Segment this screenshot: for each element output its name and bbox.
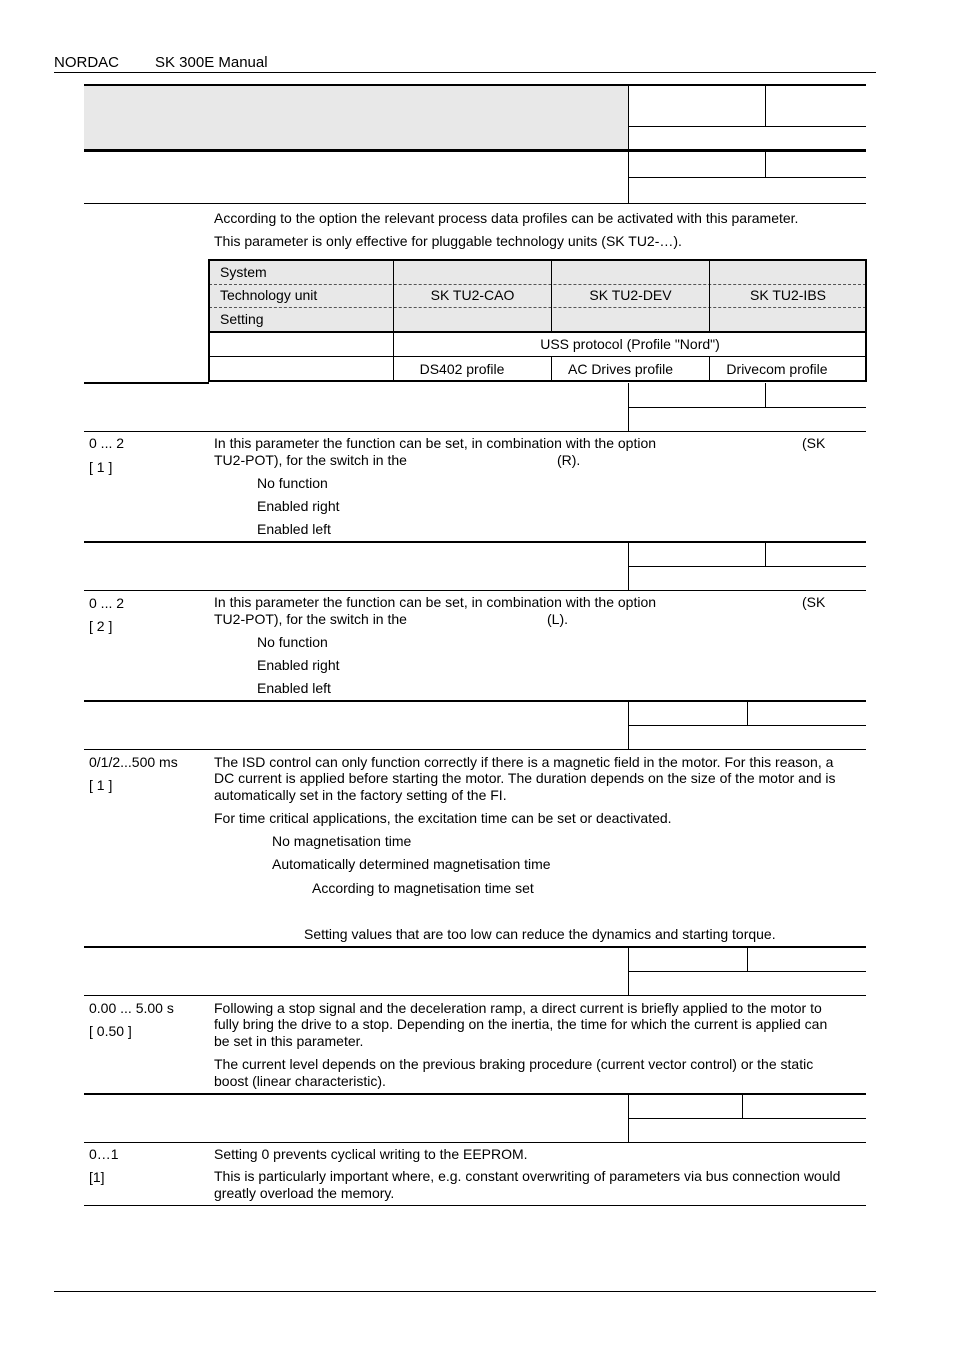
- dc-braking-range: 0.00 ... 5.00 s: [89, 1000, 174, 1016]
- table-uss-row: USS protocol (Profile "Nord"): [540, 336, 720, 352]
- switch-right-desc-2: TU2-POT), for the switch in the: [214, 452, 407, 468]
- dc-braking-desc-4: The current level depends on the previous braking procedure (current vector control) or the static: [214, 1056, 814, 1072]
- magnetisation-default: [ 1 ]: [89, 777, 113, 793]
- magnetisation-range: 0/1/2...500 ms: [89, 754, 178, 770]
- switch-left-desc-1-end: (SK: [802, 594, 826, 610]
- dc-braking-desc-2: fully bring the drive to a stop. Depending on the inertia, the time for which the current is applied can: [214, 1016, 828, 1032]
- eeprom-desc-2: greatly overload the memory.: [214, 1185, 395, 1201]
- switch-right-range: 0 ... 2: [89, 435, 125, 451]
- eeprom-range: 0…1: [89, 1146, 119, 1162]
- switch-left-desc-2: TU2-POT), for the switch in the: [214, 611, 407, 627]
- table-row-label-system: System: [220, 264, 267, 280]
- magnetisation-desc-1: The ISD control can only function correctly if there is a magnetic field in the motor. For this reason, a: [214, 754, 834, 770]
- magnetisation-option-0: No magnetisation time: [272, 833, 412, 849]
- param-header-grey: [84, 85, 628, 149]
- magnetisation-time-critical: For time critical applications, the excitation time can be set or deactivated.: [214, 810, 672, 826]
- switch-left-range: 0 ... 2: [89, 595, 125, 611]
- switch-left-desc-2-end: (L).: [547, 611, 568, 627]
- switch-right-option-1: Enabled right: [257, 498, 340, 514]
- magnetisation-desc-2: DC current is applied before starting the motor. The duration depends on the size of the motor and is: [214, 770, 836, 786]
- switch-left-option-0: No function: [257, 634, 328, 650]
- table-profile-drivecom: Drivecom profile: [726, 361, 828, 377]
- eeprom-desc-1: This is particularly important where, e.g. constant overwriting of parameters via bus connection would: [214, 1168, 841, 1184]
- table-col-dev: SK TU2-DEV: [589, 287, 672, 303]
- magnetisation-desc-3: automatically set in the factory setting of the FI.: [214, 787, 507, 803]
- table-row-label-technology-unit: Technology unit: [220, 287, 318, 303]
- dc-braking-desc-3: be set in this parameter.: [214, 1033, 364, 1049]
- switch-left-option-2: Enabled left: [257, 680, 331, 696]
- magnetisation-option-2: According to magnetisation time set: [312, 880, 534, 896]
- switch-left-desc-1: In this parameter the function can be set, in combination with the option: [214, 594, 657, 610]
- eeprom-default: [1]: [89, 1169, 105, 1185]
- switch-right-default: [ 1 ]: [89, 459, 113, 475]
- header-rule: [54, 72, 876, 73]
- profile-intro-2: This parameter is only effective for pluggable technology units (SK TU2-…).: [214, 233, 682, 249]
- table-row-label-setting: Setting: [220, 311, 264, 327]
- dc-braking-desc-5: boost (linear characteristic).: [214, 1073, 386, 1089]
- table-profile-ac-drives: AC Drives profile: [567, 361, 674, 377]
- manual-title: SK 300E Manual: [155, 54, 268, 71]
- dc-braking-default: [ 0.50 ]: [89, 1023, 132, 1039]
- switch-right-option-2: Enabled left: [257, 521, 331, 537]
- brand-name: NORDAC: [54, 54, 120, 71]
- magnetisation-option-1: Automatically determined magnetisation time: [272, 856, 551, 872]
- footer-rule: [54, 1291, 876, 1292]
- switch-right-desc-1: In this parameter the function can be set, in combination with the option: [214, 435, 657, 451]
- profile-intro-1: According to the option the relevant process data profiles can be activated with this parameter.: [214, 210, 799, 226]
- magnetisation-note: Setting values that are too low can reduce the dynamics and starting torque.: [304, 926, 776, 942]
- switch-right-desc-2-end: (R).: [557, 452, 581, 468]
- eeprom-line-1: Setting 0 prevents cyclical writing to the EEPROM.: [214, 1146, 528, 1162]
- table-col-cao: SK TU2-CAO: [430, 287, 515, 303]
- table-profile-ds402: DS402 profile: [419, 361, 505, 377]
- switch-left-default: [ 2 ]: [89, 618, 113, 634]
- dc-braking-desc-1: Following a stop signal and the deceleration ramp, a direct current is briefly applied to the motor to: [214, 1000, 822, 1016]
- switch-right-option-0: No function: [257, 475, 328, 491]
- switch-left-option-1: Enabled right: [257, 657, 340, 673]
- switch-right-desc-1-end: (SK: [802, 435, 826, 451]
- table-col-ibs: SK TU2-IBS: [750, 287, 826, 303]
